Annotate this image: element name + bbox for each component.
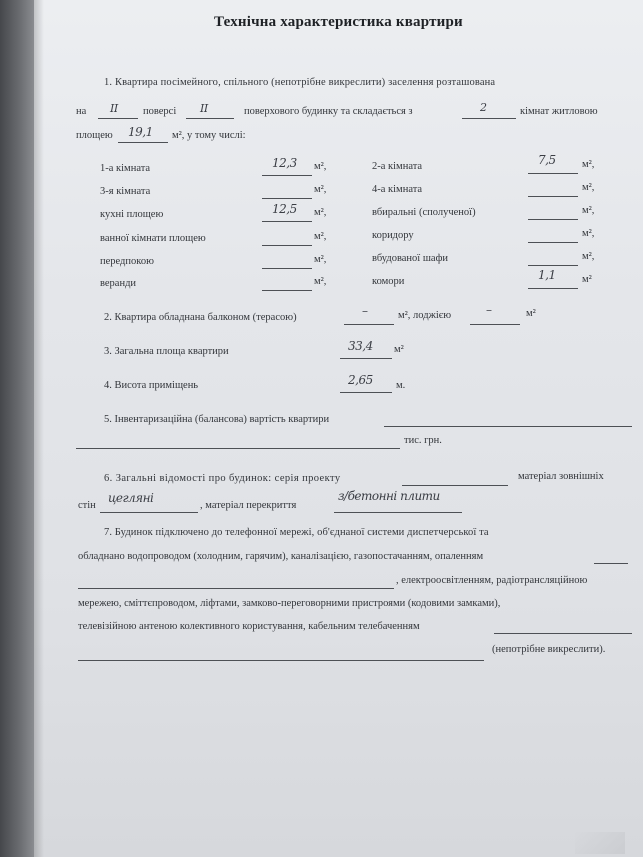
s7-line5: телевізійною антеною колективного користування, кабельним телебаченням bbox=[78, 621, 420, 632]
s5-unit: тис. грн. bbox=[404, 435, 442, 446]
room-left-label: кухні площею bbox=[100, 209, 164, 220]
room-right-unit: м², bbox=[582, 228, 595, 239]
s2-m2: м² bbox=[526, 308, 536, 319]
room-right-label: вбудованої шафи bbox=[372, 253, 449, 264]
room-right-label: 4-а кімната bbox=[372, 184, 423, 195]
s3-unit: м² bbox=[394, 344, 404, 355]
value-blank-2 bbox=[76, 436, 400, 449]
s1-line2-rest: поверхового будинку та складається з bbox=[244, 106, 413, 117]
s1-kimnat: кімнат житловою bbox=[520, 106, 598, 117]
room-right-unit: м², bbox=[582, 182, 595, 193]
balcony-value: – bbox=[362, 304, 368, 318]
room-left-label: ванної кімнати площею bbox=[100, 233, 206, 244]
room-right-label: 2-а кімната bbox=[372, 161, 423, 172]
room-right-blank bbox=[528, 253, 578, 266]
s7-line4: мережею, сміттєпроводом, ліфтами, замково-переговорними пристроями (кодовими замками), bbox=[78, 598, 501, 609]
room-left-unit: м², bbox=[314, 184, 327, 195]
s2-m2-lodzh: м², лоджією bbox=[398, 310, 452, 321]
room-right-unit: м², bbox=[582, 251, 595, 262]
s1-na: на bbox=[76, 106, 87, 117]
s6-stin: стін bbox=[78, 500, 96, 511]
s6-material: матеріал зовнішніх bbox=[518, 471, 604, 482]
room-right-label: коридору bbox=[372, 230, 414, 241]
s7-blank-line6 bbox=[78, 648, 484, 661]
s1-ploshcheyu: площею bbox=[76, 130, 113, 141]
loggia-value: – bbox=[486, 303, 492, 317]
room-right-unit: м² bbox=[582, 274, 592, 285]
s7-line3: , електроосвітленням, радіотрансляційною bbox=[396, 575, 588, 586]
room-left-value: 12,5 bbox=[272, 202, 297, 216]
value-blank-1 bbox=[384, 414, 632, 427]
room-right-value: 7,5 bbox=[538, 153, 556, 167]
room-right-unit: м², bbox=[582, 159, 595, 170]
s7-line1: 7. Будинок підключено до телефонної мережі, об'єднаної системи диспетчерської та bbox=[104, 527, 489, 538]
room-right-label: вбиральні (сполученої) bbox=[372, 207, 476, 218]
room-left-unit: м², bbox=[314, 254, 327, 265]
balcony-blank bbox=[344, 312, 394, 325]
s7-line6: (непотрібне викреслити). bbox=[492, 644, 606, 655]
loggia-blank bbox=[470, 312, 520, 325]
s2-label: 2. Квартира обладнана балконом (терасою) bbox=[104, 312, 297, 323]
s5-label: 5. Інвентаризаційна (балансова) вартість квартири bbox=[104, 414, 330, 425]
room-left-unit: м², bbox=[314, 161, 327, 172]
s7-line2: обладнано водопроводом (холодним, гарячим), каналізацією, газопостачанням, опаленням bbox=[78, 551, 484, 562]
walls-value: цегляні bbox=[108, 491, 154, 505]
document-title: Технічна характеристика квартири bbox=[214, 14, 463, 30]
s4-unit: м. bbox=[396, 380, 406, 391]
floor-blank bbox=[98, 106, 138, 119]
room-left-label: веранди bbox=[100, 278, 137, 289]
rooms-blank bbox=[462, 106, 516, 119]
s4-label: 4. Висота приміщень bbox=[104, 380, 199, 391]
room-left-unit: м², bbox=[314, 276, 327, 287]
room-left-label: передпокою bbox=[100, 256, 154, 267]
rooms-value: 2 bbox=[480, 101, 487, 114]
binder-edge bbox=[0, 0, 34, 857]
heating-blank bbox=[594, 551, 628, 564]
room-left-label: 1-а кімната bbox=[100, 163, 151, 174]
room-right-blank bbox=[528, 207, 578, 220]
room-left-unit: м², bbox=[314, 231, 327, 242]
document-sheet bbox=[34, 0, 643, 857]
room-left-blank bbox=[262, 256, 312, 269]
s7-blank-line3 bbox=[78, 576, 394, 589]
floors-mat-value: з/бетонні плити bbox=[338, 489, 440, 503]
room-left-blank bbox=[262, 186, 312, 199]
s3-label: 3. Загальна площа квартири bbox=[104, 346, 229, 357]
floors-total-blank bbox=[186, 106, 234, 119]
series-blank bbox=[402, 473, 508, 486]
s6-perekryttya: , матеріал перекриття bbox=[200, 500, 297, 511]
cable-tv-blank bbox=[494, 621, 632, 634]
room-left-value: 12,3 bbox=[272, 156, 297, 170]
room-right-value: 1,1 bbox=[538, 268, 556, 282]
s6-line1: 6. Загальні відомості про будинок: серія проекту bbox=[104, 473, 341, 484]
room-right-blank bbox=[528, 230, 578, 243]
page-corner bbox=[575, 832, 625, 854]
s1-line1: 1. Квартира посімейного, спільного (непотрібне викреслити) заселення розташована bbox=[104, 77, 496, 88]
floor-value: II bbox=[110, 102, 118, 115]
room-left-blank bbox=[262, 278, 312, 291]
room-right-unit: м², bbox=[582, 205, 595, 216]
s1-m2-tomu: м², у тому числі: bbox=[172, 130, 246, 141]
total-area-value: 33,4 bbox=[348, 339, 373, 353]
s1-poversi: поверсі bbox=[143, 106, 177, 117]
living-area-value: 19,1 bbox=[128, 125, 153, 139]
room-right-label: комори bbox=[372, 276, 405, 287]
room-left-blank bbox=[262, 233, 312, 246]
room-left-label: 3-я кімната bbox=[100, 186, 151, 197]
room-right-blank bbox=[528, 184, 578, 197]
height-value: 2,65 bbox=[348, 373, 373, 387]
floors-total-value: II bbox=[200, 102, 208, 115]
room-left-unit: м², bbox=[314, 207, 327, 218]
